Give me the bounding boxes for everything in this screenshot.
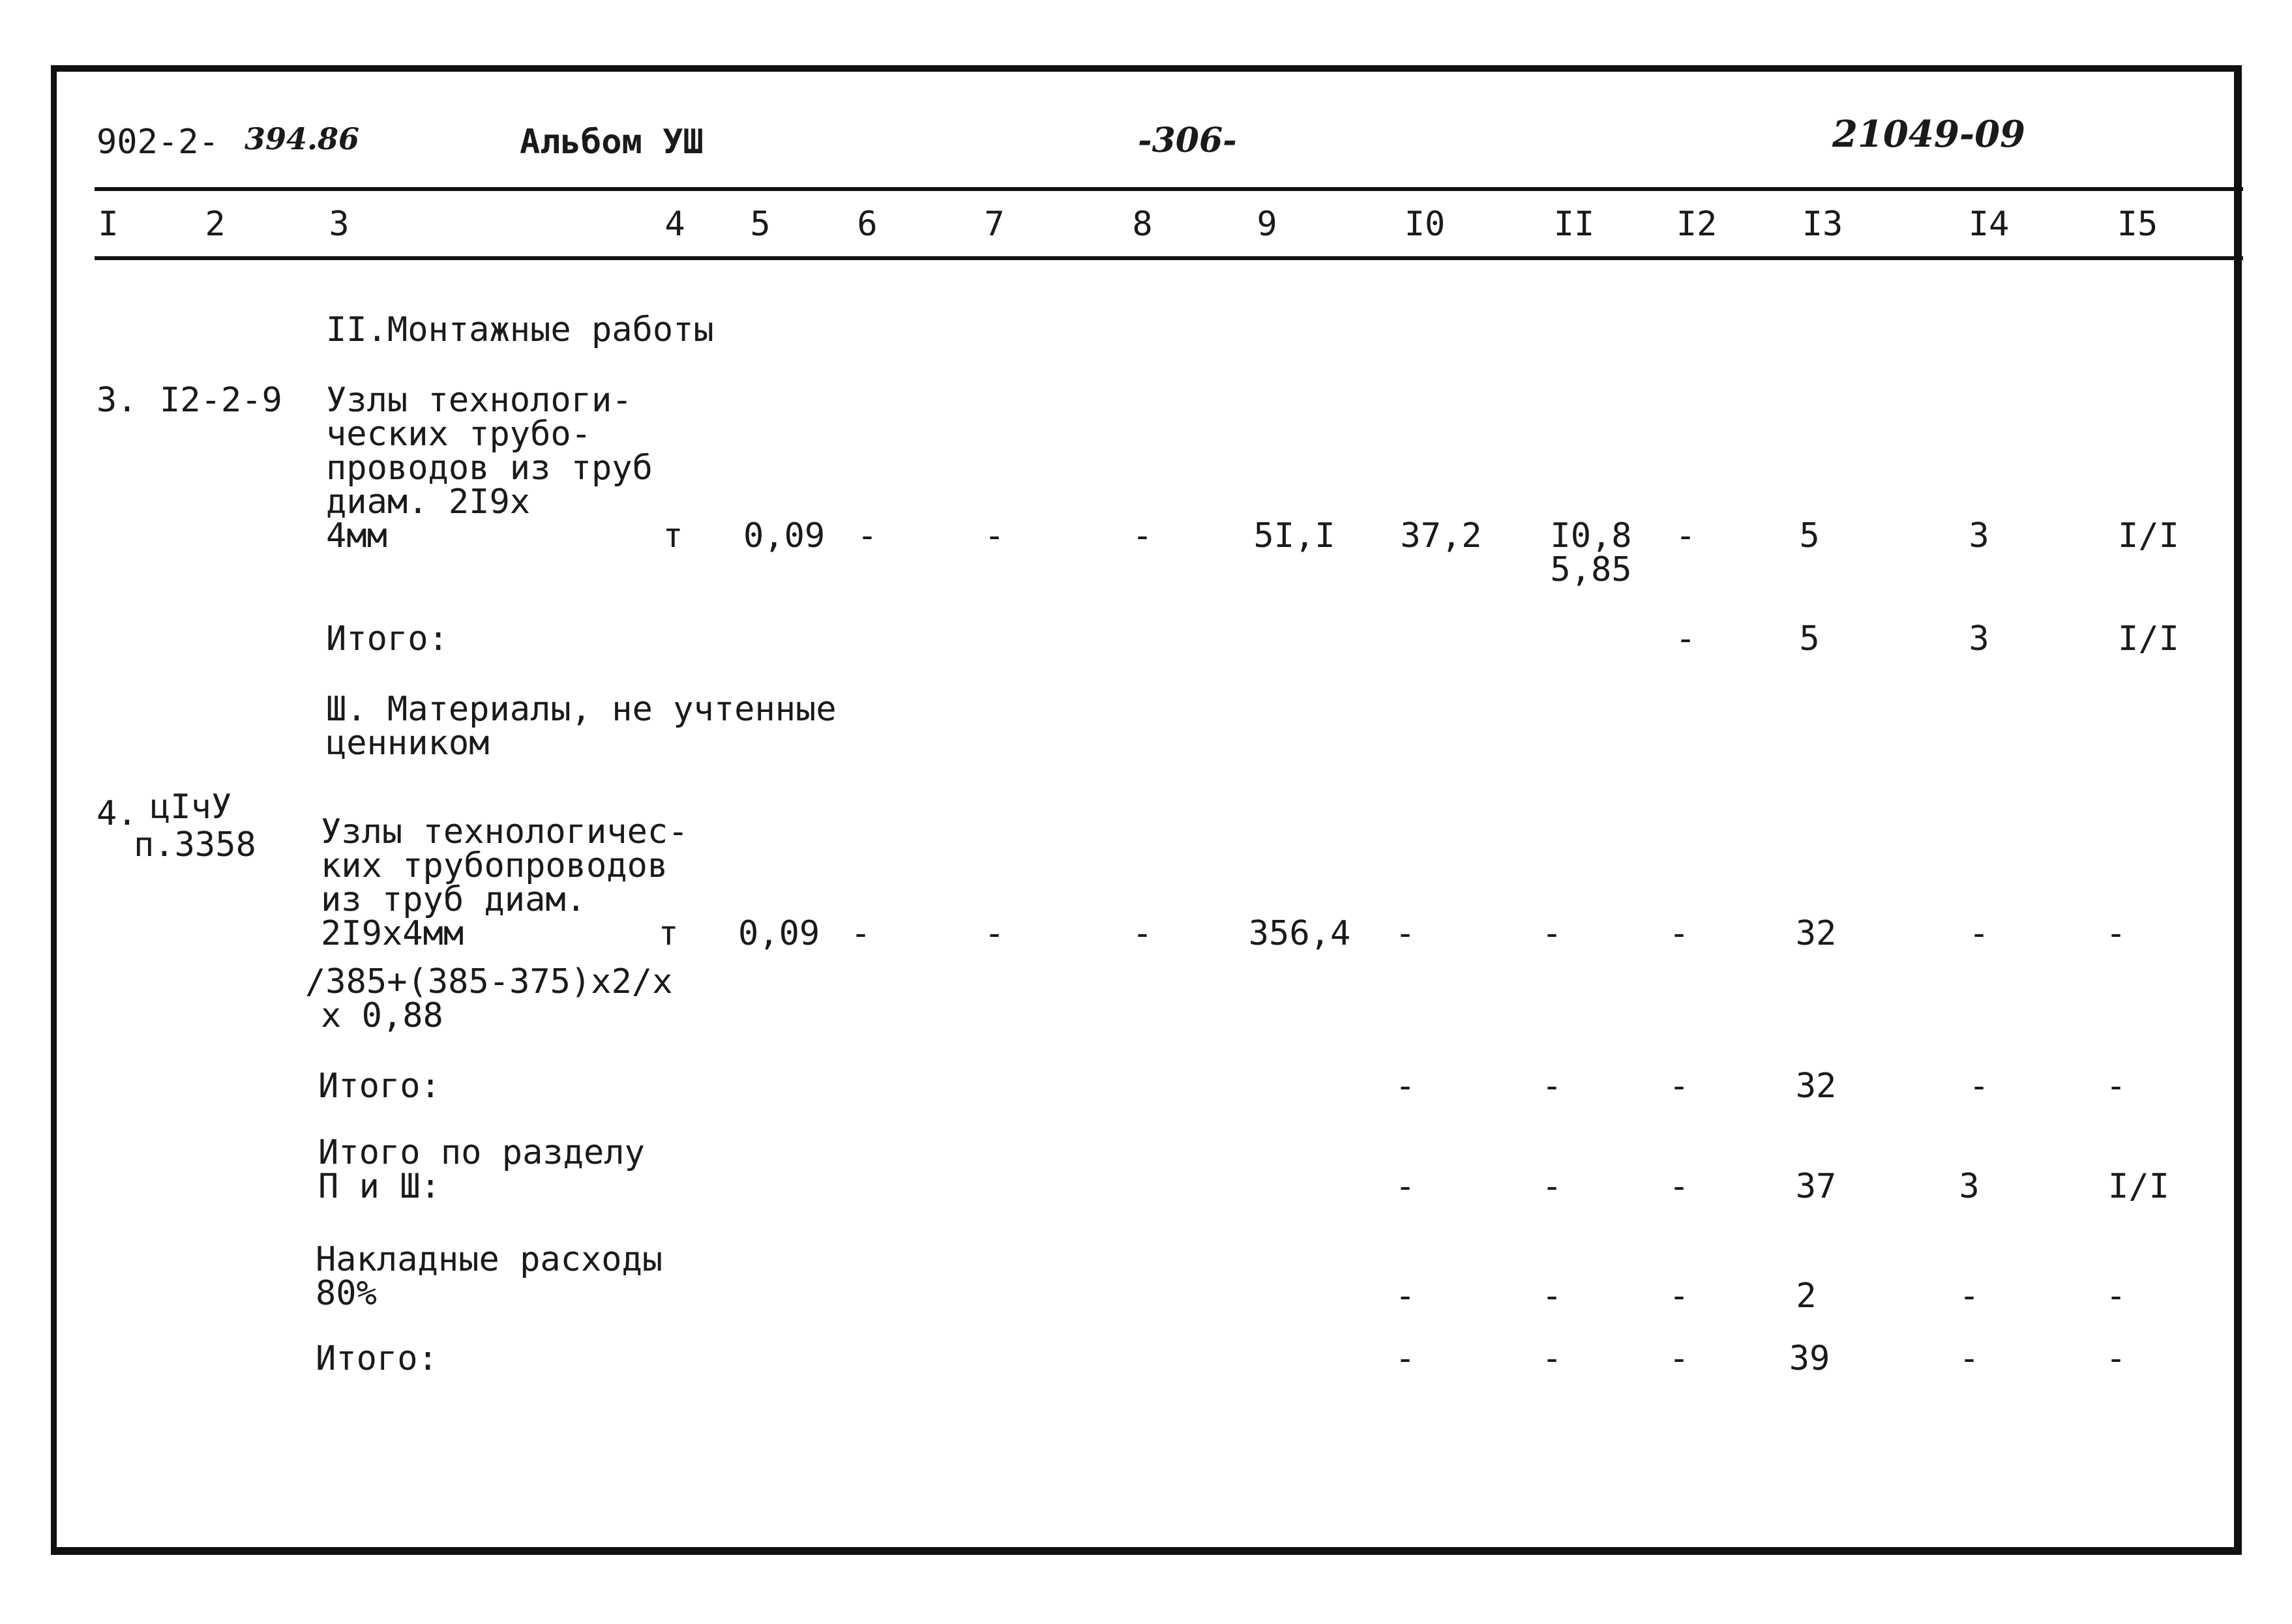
column-number: 6: [857, 205, 878, 244]
cell-col7: -: [984, 516, 1005, 555]
formula-line: /385+(385-375)х2/х: [305, 962, 673, 1001]
quantity-cell: 0,09: [743, 516, 826, 555]
section-total-label: Итого по разделу: [318, 1133, 645, 1172]
cell-col9: 356,4: [1248, 914, 1351, 953]
cell-col12: -: [1669, 1277, 1689, 1316]
row-code: п.3358: [134, 825, 256, 864]
cell-col11: 5,85: [1550, 550, 1632, 589]
description-line: Узлы технологи-: [326, 381, 633, 420]
cell-col14: 3: [1969, 619, 1989, 658]
series-number: 902-2-: [97, 123, 219, 162]
row-number: 3.: [97, 381, 138, 420]
column-number: I3: [1802, 205, 1843, 244]
cell-col15: I/I: [2108, 1167, 2169, 1206]
overhead-label: 80%: [316, 1274, 377, 1313]
cell-col10: -: [1395, 1167, 1416, 1206]
description-line: из труб диам.: [321, 880, 586, 919]
cell-col6: -: [857, 516, 878, 555]
column-number: I5: [2117, 205, 2158, 244]
column-number: 4: [664, 205, 685, 244]
series-number-handwritten: 394.86: [245, 121, 360, 156]
cell-col14: -: [1969, 1067, 1989, 1106]
document-code: 21049-09: [1832, 113, 2025, 156]
cell-col7: -: [984, 914, 1005, 953]
quantity-cell: 0,09: [738, 914, 820, 953]
cell-col10: -: [1395, 1277, 1416, 1316]
column-numbers-rule: [95, 256, 2243, 260]
column-number: I0: [1404, 205, 1446, 244]
cell-col12: -: [1669, 1339, 1689, 1378]
header-rule: [95, 187, 2243, 191]
cell-col12: -: [1675, 516, 1696, 555]
cell-col13: 5: [1799, 619, 1820, 658]
page-number: -306-: [1138, 121, 1237, 160]
cell-col13: 32: [1795, 914, 1837, 953]
row-code: I2-2-9: [160, 381, 282, 420]
cell-col6: -: [850, 914, 871, 953]
cell-col11: I0,8: [1550, 516, 1632, 555]
cell-col12: -: [1669, 1167, 1689, 1206]
cell-col15: -: [2106, 1339, 2126, 1378]
section-title: II.Монтажные работы: [326, 310, 714, 349]
description-line: диам. 2I9х: [326, 482, 531, 522]
cell-col13: 2: [1796, 1277, 1817, 1316]
cell-col8: -: [1132, 516, 1153, 555]
cell-col10: -: [1395, 1067, 1416, 1106]
total-label: Итого:: [316, 1339, 438, 1378]
cell-col10: -: [1395, 914, 1416, 953]
cell-col13: 32: [1795, 1067, 1837, 1106]
column-number: 2: [205, 205, 226, 244]
description-line: 2I9х4мм: [321, 914, 464, 953]
cell-col13: 5: [1799, 516, 1820, 555]
cell-col15: I/I: [2118, 619, 2179, 658]
album-title: Альбом УШ: [520, 123, 704, 162]
cell-col9: 5I,I: [1253, 516, 1335, 555]
cell-col13: 39: [1789, 1339, 1830, 1378]
unit-cell: т: [662, 516, 683, 555]
cell-col15: I/I: [2118, 516, 2179, 555]
row-code: цIчУ: [150, 788, 232, 827]
row-number: 4.: [97, 794, 138, 833]
cell-col15: -: [2106, 1067, 2126, 1106]
cell-col11: -: [1541, 1167, 1562, 1206]
column-number: 9: [1257, 205, 1277, 244]
page-frame: [51, 65, 2242, 1555]
cell-col11: -: [1541, 1277, 1562, 1316]
section-title-line: ценником: [326, 724, 490, 763]
cell-col11: -: [1541, 914, 1562, 953]
cell-col12: -: [1669, 1067, 1689, 1106]
column-number: I4: [1968, 205, 2010, 244]
cell-col15: -: [2106, 1277, 2126, 1316]
column-number: I2: [1676, 205, 1718, 244]
description-line: ческих трубо-: [326, 415, 591, 454]
cell-col10: 37,2: [1400, 516, 1482, 555]
section-title-line: Ш. Материалы, не учтенные: [326, 690, 837, 729]
cell-col14: 3: [1959, 1167, 1980, 1206]
subtotal-label: Итого:: [318, 1067, 441, 1106]
description-line: ких трубопроводов: [321, 846, 668, 885]
cell-col12: -: [1669, 914, 1689, 953]
cell-col12: -: [1675, 619, 1696, 658]
subtotal-label: Итого:: [326, 619, 449, 658]
cell-col11: -: [1541, 1067, 1562, 1106]
column-number: II: [1553, 205, 1595, 244]
formula-line: х 0,88: [321, 996, 443, 1035]
cell-col14: -: [1959, 1339, 1980, 1378]
column-number: I: [98, 205, 119, 244]
overhead-label: Накладные расходы: [316, 1240, 663, 1279]
cell-col14: -: [1969, 914, 1989, 953]
cell-col8: -: [1132, 914, 1153, 953]
section-total-label: П и Ш:: [318, 1167, 441, 1206]
column-number: 8: [1132, 205, 1153, 244]
cell-col14: 3: [1969, 516, 1989, 555]
column-number: 5: [750, 205, 771, 244]
description-line: 4мм: [326, 516, 387, 555]
description-line: Узлы технологичес-: [321, 812, 689, 851]
cell-col14: -: [1959, 1277, 1980, 1316]
cell-col15: -: [2106, 914, 2126, 953]
cell-col13: 37: [1795, 1167, 1837, 1206]
description-line: проводов из труб: [326, 449, 653, 488]
unit-cell: т: [658, 914, 679, 953]
column-number: 3: [329, 205, 350, 244]
column-number: 7: [984, 205, 1005, 244]
cell-col10: -: [1395, 1339, 1416, 1378]
cell-col11: -: [1541, 1339, 1562, 1378]
